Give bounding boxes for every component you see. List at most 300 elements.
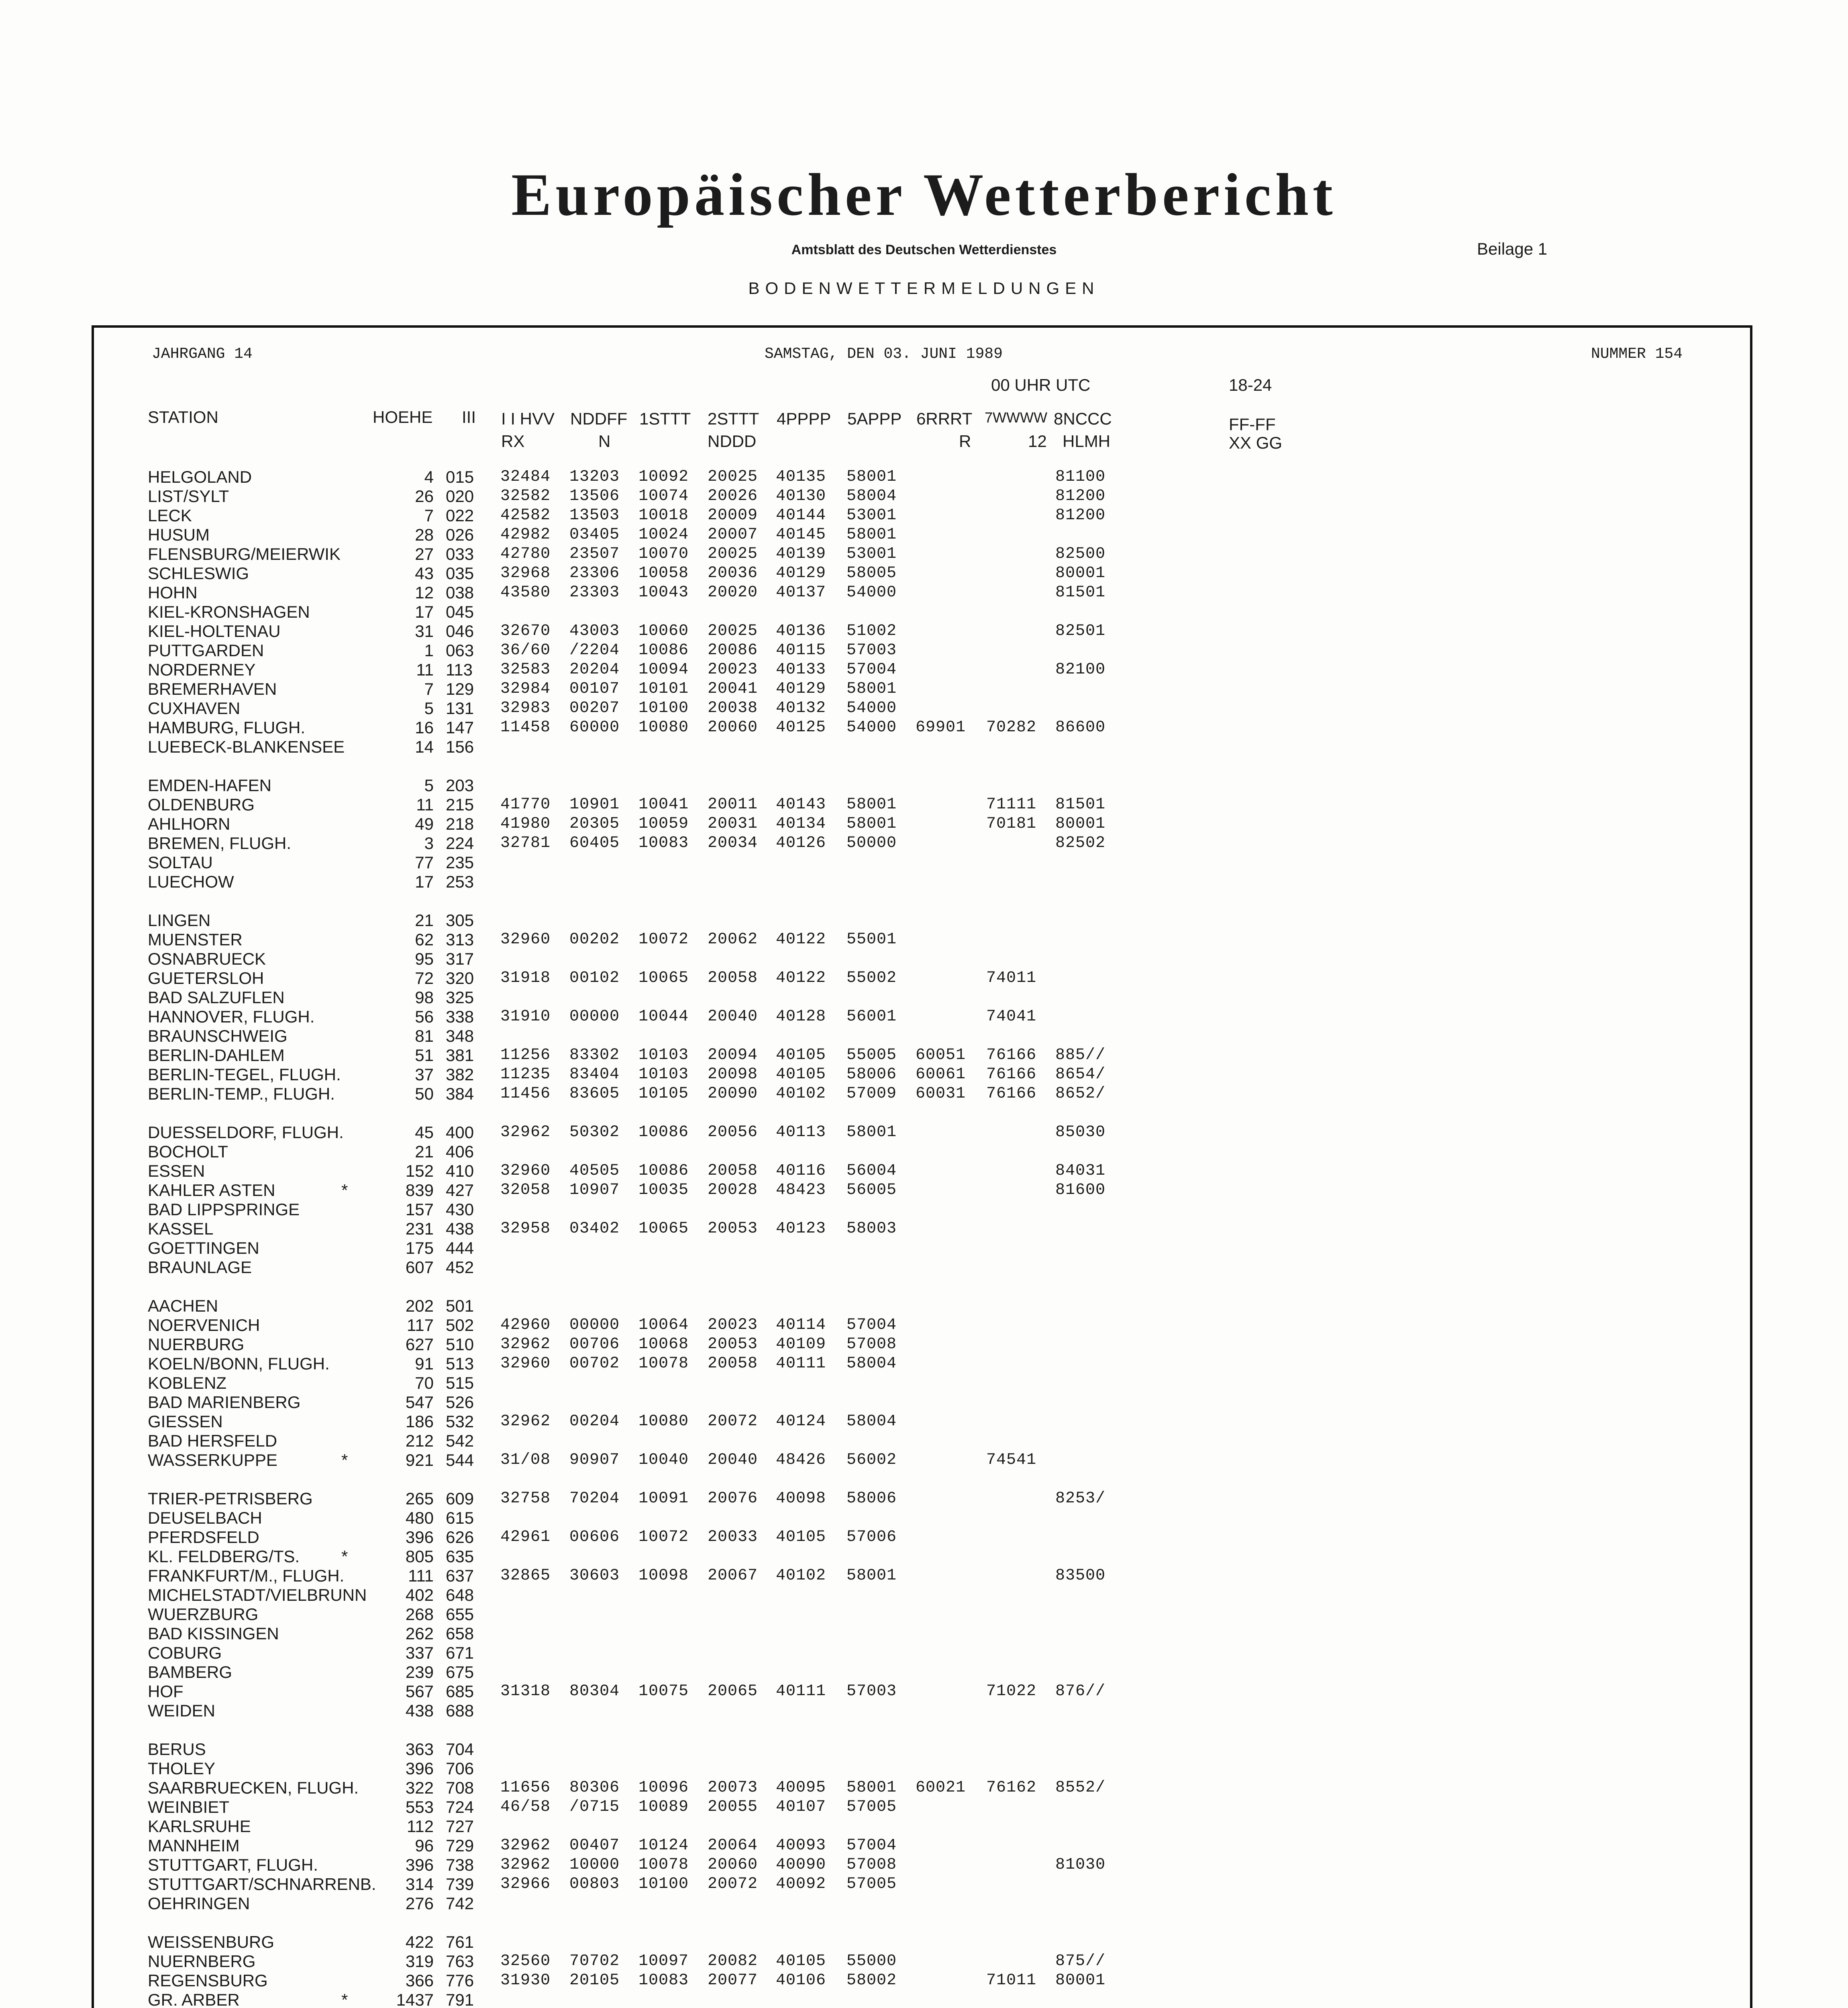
station-height: 839 <box>405 1181 434 1200</box>
col-ff-sub: XX GG <box>1229 433 1283 452</box>
station-height: 112 <box>407 1817 434 1836</box>
code-group: 58002 <box>846 1971 897 1990</box>
code-group: 84031 <box>1055 1162 1106 1180</box>
station-name: BERLIN-DAHLEM <box>148 1046 285 1065</box>
code-group: 20023 <box>708 1316 758 1334</box>
code-group: 31930 <box>500 1971 551 1990</box>
code-group: 10105 <box>638 1085 689 1103</box>
code-group: 80001 <box>1055 1971 1106 1990</box>
station-name: WASSERKUPPE <box>148 1451 277 1469</box>
code-group: 40122 <box>776 931 826 949</box>
code-group: 20058 <box>708 1355 758 1373</box>
station-height: 396 <box>405 1528 434 1547</box>
code-group: 76166 <box>986 1085 1037 1103</box>
code-group: 32058 <box>500 1181 551 1199</box>
station-name: EMDEN-HAFEN <box>148 776 272 795</box>
code-group: 57004 <box>846 1316 897 1334</box>
code-group: 83605 <box>569 1085 620 1103</box>
station-name: KIEL-KRONSHAGEN <box>148 602 310 621</box>
station-name: BREMERHAVEN <box>148 680 277 698</box>
station-index: 035 <box>446 564 474 583</box>
code-group: 40128 <box>776 1008 826 1026</box>
code-group: 10096 <box>638 1779 689 1797</box>
station-height: 4 <box>424 467 434 486</box>
station-height: 157 <box>405 1200 434 1219</box>
station-name: BAD SALZUFLEN <box>148 988 285 1007</box>
col-5appp: 5APPP <box>847 409 902 428</box>
code-group: 57005 <box>846 1875 897 1893</box>
station-name: LECK <box>148 506 192 525</box>
document-title: Europäischer Wetterbericht <box>511 161 1337 228</box>
station-index: 015 <box>446 467 474 486</box>
station-index: 156 <box>446 737 474 756</box>
station-height: 805 <box>405 1547 434 1566</box>
code-group: 60061 <box>916 1065 966 1084</box>
code-group: 42982 <box>500 526 551 544</box>
code-group: 58006 <box>846 1490 897 1508</box>
station-name: BRAUNLAGE <box>148 1258 252 1277</box>
code-group: 8654/ <box>1055 1065 1106 1084</box>
station-height: 239 <box>405 1663 434 1681</box>
code-group: 20204 <box>569 661 620 679</box>
observation-time: 00 UHR UTC <box>991 375 1091 394</box>
code-group: 10124 <box>638 1837 689 1855</box>
code-group: 60405 <box>569 834 620 852</box>
code-group: 54000 <box>846 718 897 737</box>
code-group: 03402 <box>569 1220 620 1238</box>
date-label: SAMSTAG, DEN 03. JUNI 1989 <box>765 345 1003 363</box>
code-group: 70181 <box>986 815 1037 833</box>
station-index: 637 <box>446 1566 474 1585</box>
code-group: 57008 <box>846 1335 897 1353</box>
station-index: 348 <box>446 1026 474 1045</box>
station-index: 526 <box>446 1393 474 1412</box>
code-group: 54000 <box>846 584 897 602</box>
station-name: ESSEN <box>148 1161 205 1180</box>
station-index: 724 <box>446 1798 474 1816</box>
code-group: 55001 <box>846 931 897 949</box>
col-iii: III <box>462 408 476 426</box>
station-name: DUESSELDORF, FLUGH. <box>148 1123 344 1142</box>
code-group: 40137 <box>776 584 826 602</box>
station-index: 655 <box>446 1605 474 1624</box>
code-group: 42582 <box>500 506 551 524</box>
code-group: 83302 <box>569 1046 620 1064</box>
code-group: 40123 <box>776 1220 826 1238</box>
code-group: 80001 <box>1055 564 1106 582</box>
code-group: 20094 <box>708 1046 758 1064</box>
station-name: KASSEL <box>148 1219 214 1238</box>
code-group: 76166 <box>986 1065 1037 1084</box>
col-7wwww: 7WWWW <box>985 409 1047 426</box>
station-height: 265 <box>405 1489 434 1508</box>
code-group: 8552/ <box>1055 1779 1106 1797</box>
code-group: 00102 <box>569 969 620 987</box>
code-group: 83500 <box>1055 1567 1106 1585</box>
code-group: 40132 <box>776 699 826 717</box>
station-name: OEHRINGEN <box>148 1894 250 1913</box>
code-group: 10000 <box>569 1856 620 1874</box>
code-group: 20007 <box>708 526 758 544</box>
code-group: 11256 <box>500 1046 551 1064</box>
station-name: TRIER-PETRISBERG <box>148 1489 313 1508</box>
code-group: 54000 <box>846 699 897 717</box>
station-index: 615 <box>446 1508 474 1527</box>
code-group: 20090 <box>708 1085 758 1103</box>
station-index: 704 <box>446 1740 474 1759</box>
code-group: 82501 <box>1055 622 1106 640</box>
station-height: 212 <box>405 1431 434 1450</box>
station-height: 27 <box>415 545 434 563</box>
code-group: 40124 <box>776 1412 826 1430</box>
station-index: 515 <box>446 1373 474 1392</box>
code-group: 58001 <box>846 1123 897 1141</box>
code-group: 57004 <box>846 661 897 679</box>
mountain-station-marker: * <box>341 1451 348 1469</box>
station-index: 046 <box>446 622 474 641</box>
code-group: 00204 <box>569 1412 620 1430</box>
code-group: 20098 <box>708 1065 758 1084</box>
code-group: 58004 <box>846 487 897 505</box>
report-frame <box>92 325 1752 2008</box>
station-index: 203 <box>446 776 474 795</box>
code-group: 40113 <box>776 1123 826 1141</box>
code-group: 50302 <box>569 1123 620 1141</box>
code-group: 10094 <box>638 661 689 679</box>
code-group: 58001 <box>846 1567 897 1585</box>
code-group: 60051 <box>916 1046 966 1064</box>
station-index: 317 <box>446 949 474 968</box>
station-name: HOF <box>148 1682 184 1701</box>
code-group: 20072 <box>708 1412 758 1430</box>
station-height: 480 <box>405 1508 434 1527</box>
station-index: 675 <box>446 1663 474 1681</box>
station-height: 17 <box>415 602 434 621</box>
station-height: 5 <box>424 699 434 718</box>
code-group: 60021 <box>916 1779 966 1797</box>
code-group: 40144 <box>776 506 826 524</box>
code-group: 81600 <box>1055 1181 1106 1199</box>
code-group: 40130 <box>776 487 826 505</box>
station-name: KOELN/BONN, FLUGH. <box>148 1354 330 1373</box>
station-height: 11 <box>416 660 434 679</box>
code-group: 40125 <box>776 718 826 737</box>
station-index: 033 <box>446 545 474 563</box>
station-index: 129 <box>446 680 474 698</box>
station-name: WUERZBURG <box>148 1605 259 1624</box>
code-group: 58001 <box>846 526 897 544</box>
station-index: 410 <box>446 1161 474 1180</box>
code-group: 55000 <box>846 1952 897 1970</box>
code-group: 20026 <box>708 487 758 505</box>
station-index: 427 <box>446 1181 474 1200</box>
station-index: 444 <box>446 1239 474 1257</box>
station-index: 452 <box>446 1258 474 1277</box>
station-index: 544 <box>446 1451 474 1469</box>
code-group: 70282 <box>986 718 1037 737</box>
station-height: 12 <box>415 583 434 602</box>
code-group: 40145 <box>776 526 826 544</box>
station-height: 21 <box>415 911 434 930</box>
code-group: 70204 <box>569 1490 620 1508</box>
code-group: 13503 <box>569 506 620 524</box>
station-index: 776 <box>446 1971 474 1990</box>
code-group: 40105 <box>776 1046 826 1064</box>
col-hvv-sub: RX <box>501 432 525 451</box>
code-group: 32670 <box>500 622 551 640</box>
station-height: 921 <box>405 1451 434 1469</box>
station-index: 131 <box>446 699 474 718</box>
code-group: 58001 <box>846 680 897 698</box>
code-group: 10098 <box>638 1567 689 1585</box>
code-group: 00606 <box>569 1528 620 1546</box>
code-group: 41980 <box>500 815 551 833</box>
station-name: HELGOLAND <box>148 467 252 486</box>
code-group: 80304 <box>569 1682 620 1700</box>
code-group: 32962 <box>500 1412 551 1430</box>
code-group: /0715 <box>569 1798 620 1816</box>
station-name: HUSUM <box>148 525 210 544</box>
station-name: AHLHORN <box>148 814 230 833</box>
code-group: 58001 <box>846 1779 897 1797</box>
code-group: 00702 <box>569 1355 620 1373</box>
station-height: 37 <box>415 1065 434 1084</box>
station-index: 406 <box>446 1142 474 1161</box>
code-group: 56002 <box>846 1451 897 1469</box>
station-height: 16 <box>415 718 434 737</box>
code-group: 40102 <box>776 1567 826 1585</box>
station-index: 430 <box>446 1200 474 1219</box>
code-group: 85030 <box>1055 1123 1106 1141</box>
station-height: 91 <box>415 1354 434 1373</box>
code-group: 40093 <box>776 1837 826 1855</box>
station-height: 396 <box>405 1759 434 1778</box>
station-name: LINGEN <box>148 911 211 930</box>
code-group: 10078 <box>638 1355 689 1373</box>
code-group: 70702 <box>569 1952 620 1970</box>
station-name: FLENSBURG/MEIERWIK <box>148 545 341 563</box>
code-group: 40106 <box>776 1971 826 1990</box>
station-name: KARLSRUHE <box>148 1817 251 1836</box>
code-group: 11456 <box>500 1085 551 1103</box>
station-index: 688 <box>446 1701 474 1720</box>
station-index: 791 <box>446 1990 474 2008</box>
code-group: 20023 <box>708 661 758 679</box>
code-group: 40111 <box>776 1682 826 1700</box>
code-group: 10064 <box>638 1316 689 1334</box>
station-height: 231 <box>405 1219 434 1238</box>
code-group: 56004 <box>846 1162 897 1180</box>
code-group: 00000 <box>569 1316 620 1334</box>
station-index: 224 <box>446 834 474 853</box>
station-height: 262 <box>405 1624 434 1643</box>
col-6rrrt: 6RRRT <box>916 409 973 428</box>
station-index: 658 <box>446 1624 474 1643</box>
code-group: 00407 <box>569 1837 620 1855</box>
station-index: 338 <box>446 1007 474 1026</box>
station-name: LUECHOW <box>148 872 234 891</box>
code-group: 81200 <box>1055 487 1106 505</box>
station-height: 96 <box>415 1836 434 1855</box>
station-index: 022 <box>446 506 474 525</box>
station-index: 635 <box>446 1547 474 1566</box>
code-group: 20105 <box>569 1971 620 1990</box>
station-index: 729 <box>446 1836 474 1855</box>
station-height: 319 <box>405 1952 434 1971</box>
code-group: 00107 <box>569 680 620 698</box>
code-group: 10080 <box>638 718 689 737</box>
code-group: 10086 <box>638 1123 689 1141</box>
code-group: 20086 <box>708 641 758 659</box>
code-group: 82500 <box>1055 545 1106 563</box>
station-height: 396 <box>405 1855 434 1874</box>
station-name: NUERNBERG <box>148 1952 256 1971</box>
code-group: 56005 <box>846 1181 897 1199</box>
code-group: 00000 <box>569 1008 620 1026</box>
code-group: 40105 <box>776 1952 826 1970</box>
code-group: 40115 <box>776 641 826 659</box>
code-group: 20025 <box>708 622 758 640</box>
code-group: 32560 <box>500 1952 551 1970</box>
code-group: 81501 <box>1055 796 1106 814</box>
code-group: 43003 <box>569 622 620 640</box>
code-group: 20073 <box>708 1779 758 1797</box>
station-name: BAMBERG <box>148 1663 233 1681</box>
code-group: 10041 <box>638 796 689 814</box>
station-index: 438 <box>446 1219 474 1238</box>
mountain-station-marker: * <box>341 1181 348 1200</box>
station-index: 325 <box>446 988 474 1007</box>
station-index: 542 <box>446 1431 474 1450</box>
code-group: 55002 <box>846 969 897 987</box>
code-group: 48423 <box>776 1181 826 1199</box>
station-height: 438 <box>405 1701 434 1720</box>
code-group: 10060 <box>638 622 689 640</box>
code-group: 20060 <box>708 718 758 737</box>
station-height: 402 <box>405 1586 434 1604</box>
code-group: 10068 <box>638 1335 689 1353</box>
code-group: 00202 <box>569 931 620 949</box>
station-height: 50 <box>415 1084 434 1103</box>
code-group: 48426 <box>776 1451 826 1469</box>
code-group: 10078 <box>638 1856 689 1874</box>
station-name: MANNHEIM <box>148 1836 240 1855</box>
code-group: 40129 <box>776 680 826 698</box>
code-group: 31318 <box>500 1682 551 1700</box>
code-group: 10103 <box>638 1065 689 1084</box>
station-height: 81 <box>415 1026 434 1045</box>
station-height: 422 <box>405 1932 434 1951</box>
station-height: 51 <box>415 1046 434 1065</box>
station-height: 547 <box>405 1393 434 1412</box>
code-group: 57003 <box>846 641 897 659</box>
station-index: 761 <box>446 1932 474 1951</box>
station-index: 382 <box>446 1065 474 1084</box>
station-index: 742 <box>446 1894 474 1913</box>
station-height: 7 <box>424 680 434 698</box>
code-group: 55005 <box>846 1046 897 1064</box>
station-index: 384 <box>446 1084 474 1103</box>
code-group: 20033 <box>708 1528 758 1546</box>
station-name: MUENSTER <box>148 930 243 949</box>
code-group: 32958 <box>500 1220 551 1238</box>
station-height: 363 <box>405 1740 434 1759</box>
station-index: 626 <box>446 1528 474 1547</box>
station-name: KIEL-HOLTENAU <box>148 622 281 641</box>
code-group: 43580 <box>500 584 551 602</box>
station-name: SCHLESWIG <box>148 564 249 583</box>
station-name: BERLIN-TEGEL, FLUGH. <box>148 1065 341 1084</box>
code-group: 57006 <box>846 1528 897 1546</box>
code-group: 10083 <box>638 1971 689 1990</box>
station-height: 70 <box>415 1373 434 1392</box>
code-group: 40505 <box>569 1162 620 1180</box>
code-group: 13203 <box>569 468 620 486</box>
code-group: 20065 <box>708 1682 758 1700</box>
col-8nccc-sub: HLMH <box>1063 432 1111 451</box>
code-group: 32966 <box>500 1875 551 1893</box>
code-group: 31/08 <box>500 1451 551 1469</box>
code-group: 10086 <box>638 641 689 659</box>
code-group: 40105 <box>776 1528 826 1546</box>
station-name: GOETTINGEN <box>148 1239 259 1257</box>
code-group: 20036 <box>708 564 758 582</box>
station-name: STUTTGART, FLUGH. <box>148 1855 318 1874</box>
station-name: GIESSEN <box>148 1412 223 1431</box>
code-group: 10097 <box>638 1952 689 1970</box>
code-group: 58004 <box>846 1355 897 1373</box>
code-group: 20025 <box>708 545 758 563</box>
code-group: 40111 <box>776 1355 826 1373</box>
code-group: 20060 <box>708 1856 758 1874</box>
code-group: 10074 <box>638 487 689 505</box>
station-name: REGENSBURG <box>148 1971 268 1990</box>
code-group: 56001 <box>846 1008 897 1026</box>
code-group: 10075 <box>638 1682 689 1700</box>
code-group: 36/60 <box>500 641 551 659</box>
code-group: 20062 <box>708 931 758 949</box>
station-name: BERUS <box>148 1740 206 1759</box>
station-index: 708 <box>446 1778 474 1797</box>
station-name: LUEBECK-BLANKENSEE <box>148 737 345 756</box>
station-name: BAD LIPPSPRINGE <box>148 1200 300 1219</box>
code-group: 32968 <box>500 564 551 582</box>
code-group: 42780 <box>500 545 551 563</box>
station-index: 038 <box>446 583 474 602</box>
code-group: 10070 <box>638 545 689 563</box>
code-group: 40126 <box>776 834 826 852</box>
station-index: 235 <box>446 853 474 872</box>
station-name: LIST/SYLT <box>148 487 229 506</box>
station-index: 513 <box>446 1354 474 1373</box>
code-group: 13506 <box>569 487 620 505</box>
code-group: 40114 <box>776 1316 826 1334</box>
code-group: 86600 <box>1055 718 1106 737</box>
code-group: 8652/ <box>1055 1085 1106 1103</box>
station-height: 152 <box>405 1161 434 1180</box>
code-group: 71011 <box>986 1971 1037 1990</box>
station-height: 627 <box>405 1335 434 1354</box>
code-group: 32865 <box>500 1567 551 1585</box>
code-group: 876// <box>1055 1682 1106 1700</box>
station-name: GUETERSLOH <box>148 969 264 988</box>
code-group: 20067 <box>708 1567 758 1585</box>
code-group: 81200 <box>1055 506 1106 524</box>
station-index: 706 <box>446 1759 474 1778</box>
code-group: 10100 <box>638 699 689 717</box>
period-label: 18-24 <box>1229 375 1272 394</box>
station-height: 31 <box>415 622 434 641</box>
